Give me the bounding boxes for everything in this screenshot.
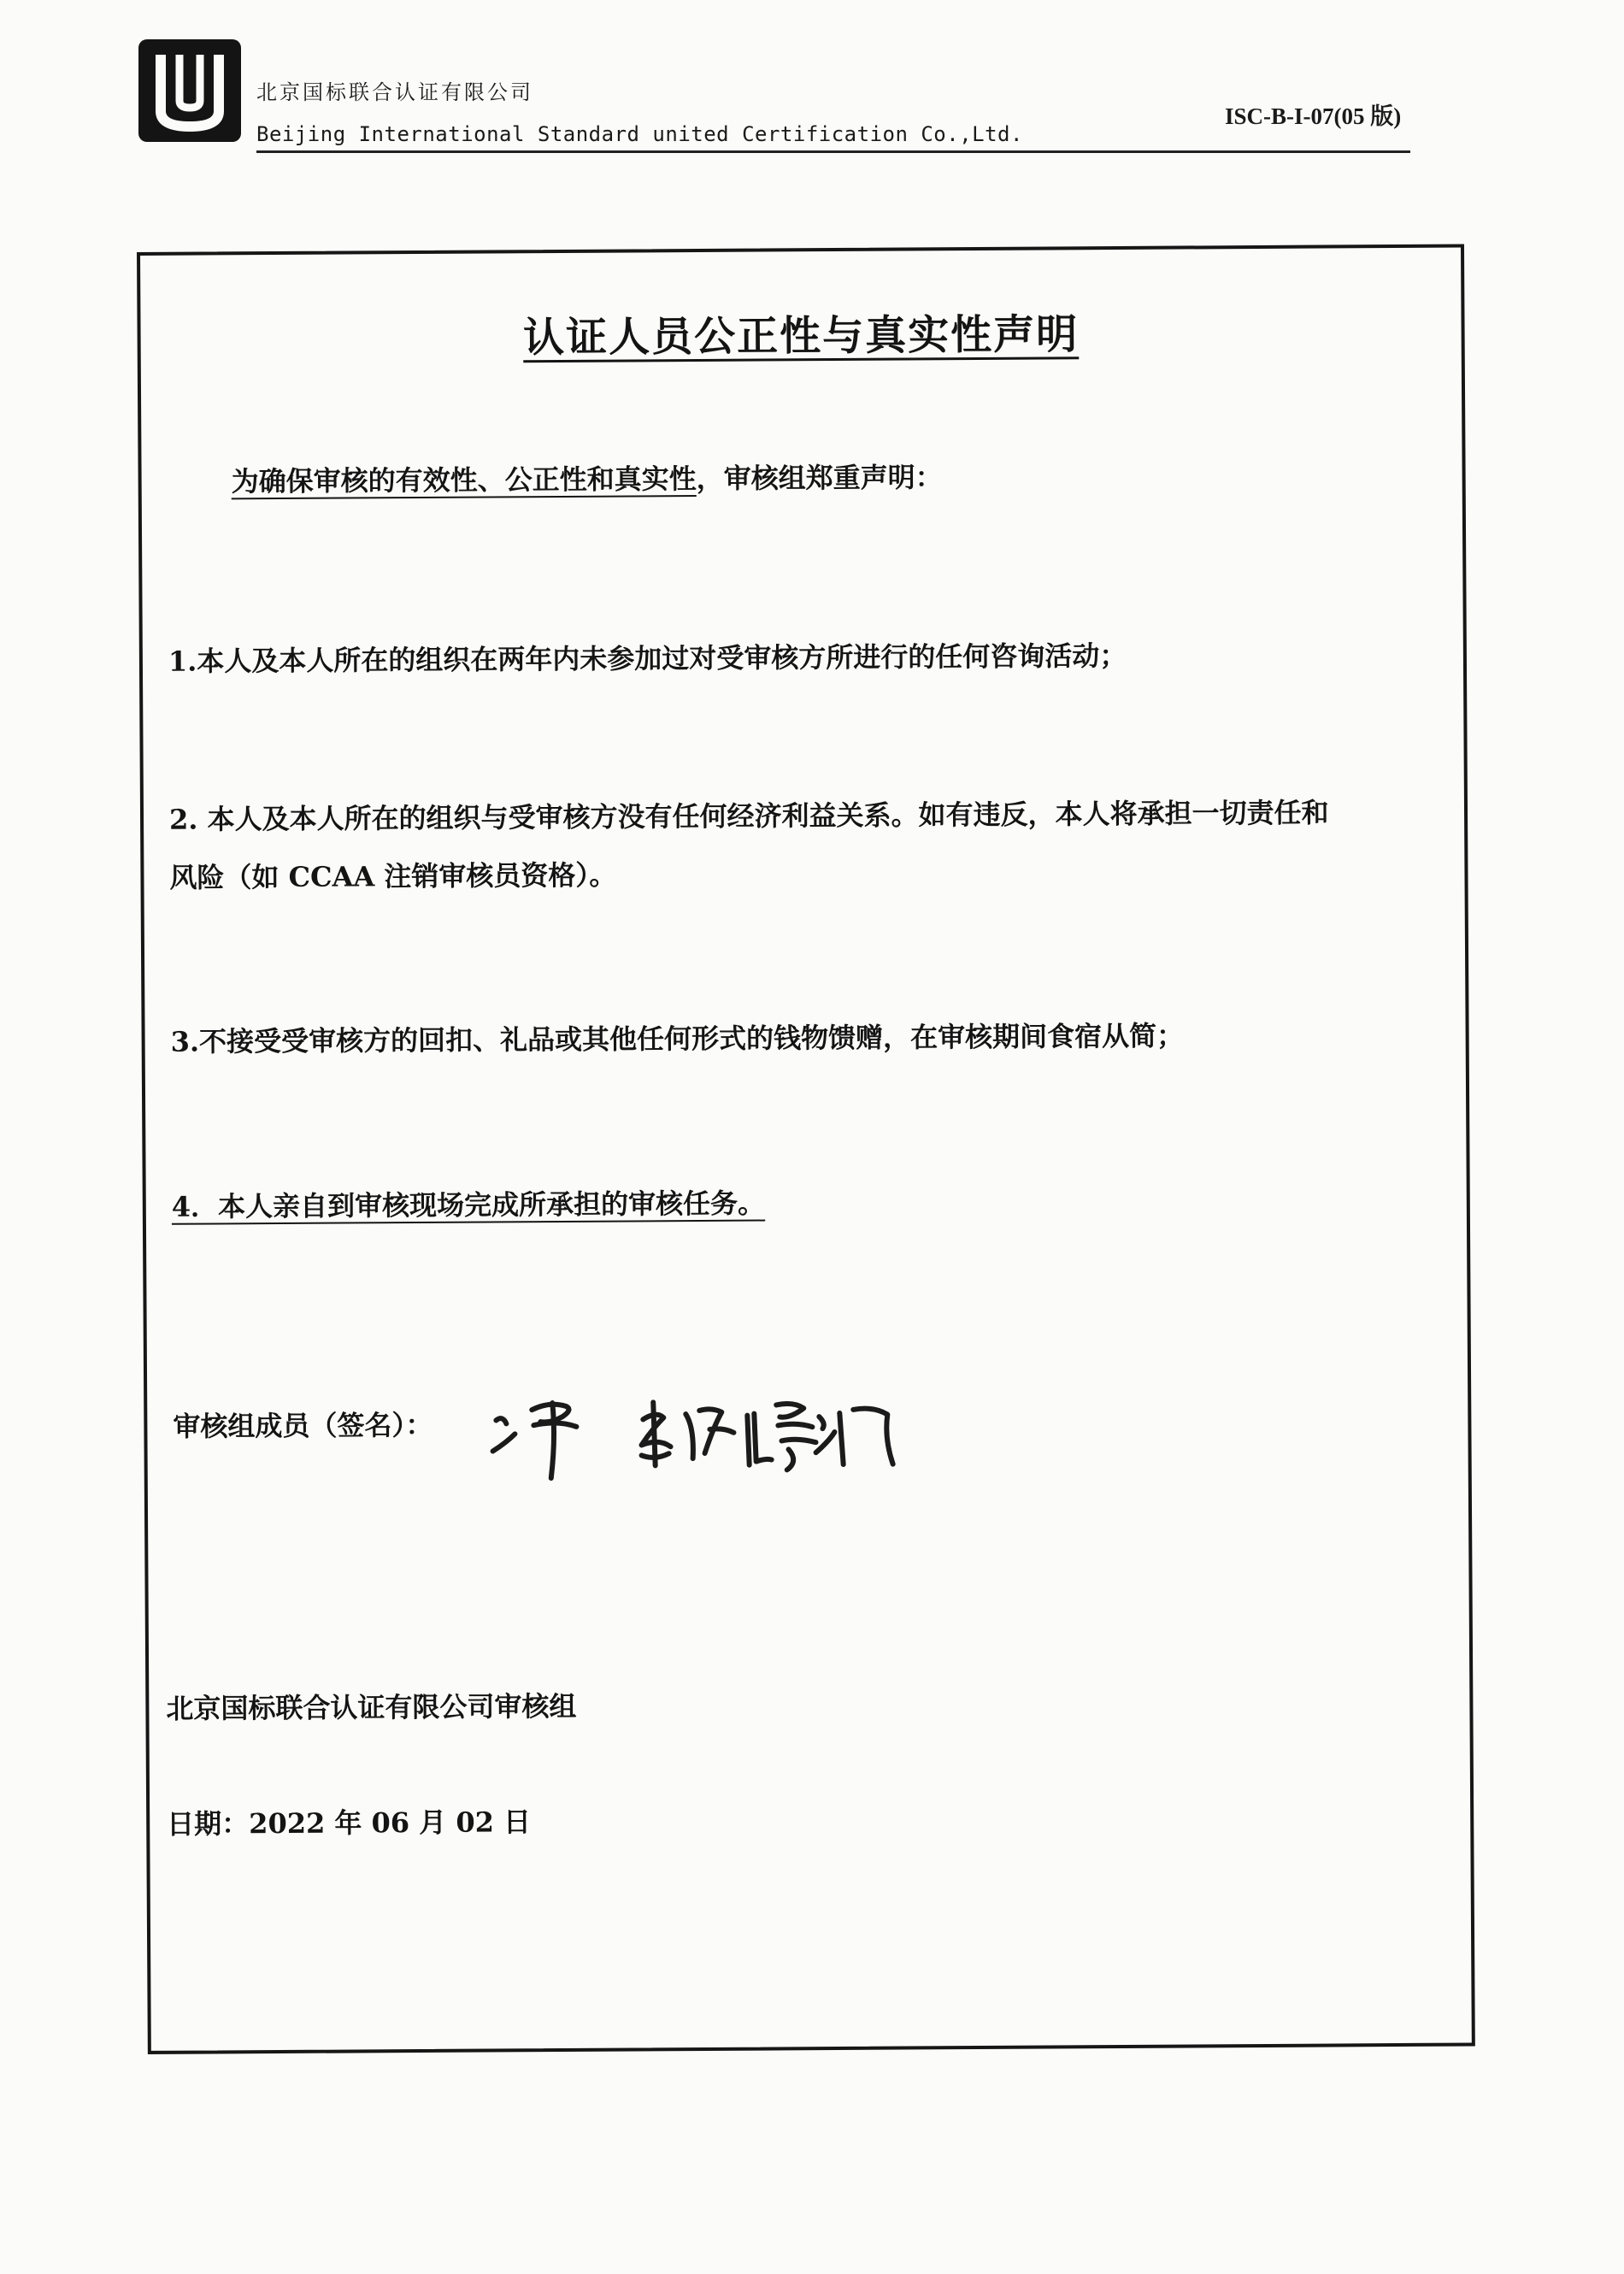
signature-label: 审核组成员（签名）： — [173, 1408, 433, 1443]
letterhead — [0, 0, 1624, 171]
declaration-item-4 — [172, 1187, 766, 1226]
item-4-text: 4．本人亲自到审核现场完成所承担的审核任务。 — [171, 1187, 766, 1223]
company-name-cn: 北京国标联合认证有限公司 — [256, 80, 533, 104]
page-title — [140, 299, 1461, 366]
declaration-item-3: 3.不接受受审核方的回扣、礼品或其他任何形式的钱物馈赠，在审核期间食宿从简； — [170, 1019, 1185, 1058]
handwritten-signature — [480, 1376, 909, 1489]
company-logo-icon — [135, 36, 244, 145]
intro-paragraph — [232, 460, 943, 500]
declaration-item-2-line-1: 2. 本人及本人所在的组织与受审核方没有任何经济利益关系。如有违反，本人将承担一切责任和 — [168, 796, 1329, 836]
title-text: 认证人员公正性与真实性声明 — [522, 310, 1080, 362]
declaration-item-1: 1.本人及本人所在的组织在两年内未参加过对受审核方所进行的任何咨询活动； — [168, 639, 1127, 678]
audit-team-name: 北京国标联合认证有限公司审核组 — [166, 1689, 577, 1725]
document-code: ISC-B-I-07(05 版) — [1225, 103, 1402, 129]
intro-underlined: 为确保审核的有效性、公正性和真实性 — [231, 462, 697, 498]
declaration-item-2-line-2: 风险（如 CCAA 注销审核员资格）。 — [169, 858, 617, 894]
company-name-en: Beijing International Standard united Certification Co.,Ltd. — [256, 122, 1023, 146]
intro-rest: ，审核组郑重声明： — [696, 461, 943, 496]
declaration-frame — [137, 244, 1475, 2054]
declaration-date: 日期：2022 年 06 月 02 日 — [167, 1806, 532, 1841]
header-divider — [256, 150, 1410, 153]
